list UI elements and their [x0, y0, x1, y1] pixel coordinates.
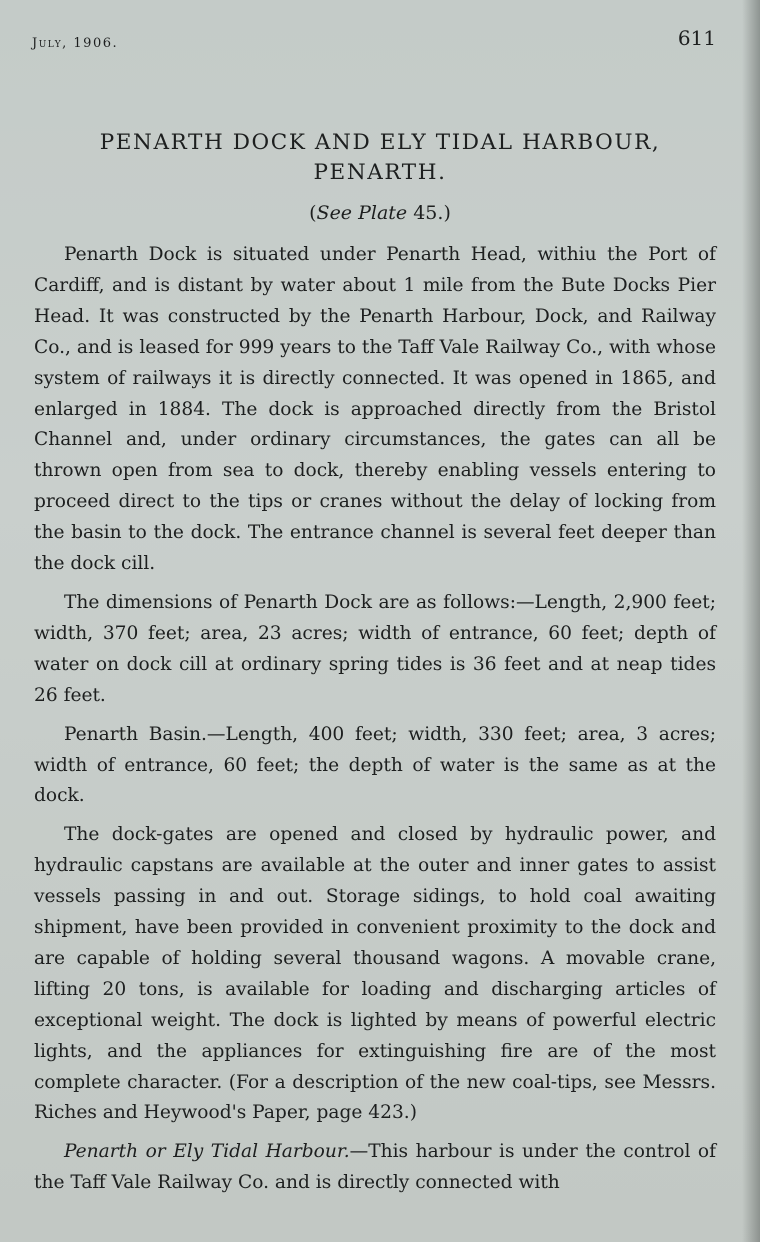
plate-reference: (See Plate 45.): [309, 202, 451, 224]
running-head: [32, 26, 716, 56]
paragraph-dock-gates: The dock-gates are opened and closed by hydraulic power, and hydraulic capstans are available at the outer and inner gates to assist vessels passing in and out. Storage sidings, to hold coal awaiting shipment, have been provided in convenient proximity to the dock and are capable of holding several thousand wagons. A movable crane, lifting 20 tons, is available for loading and discharging articles of exceptional weight. The dock is lighted by means of powerful electric lights, and the appliances for extinguishing fire are of the most complete character. (For a description of the new coal-tips, see Messrs. Riches and Heywood's Paper, page 423.): [34, 824, 716, 1124]
plate-reference-label: See Plate: [316, 202, 408, 224]
page-number: 611: [677, 26, 716, 50]
tidal-harbour-text: —This harbour is under the control of the Taff Vale Railway Co. and is directly connected with: [34, 1141, 716, 1194]
running-head-date: July, 1906.: [32, 36, 119, 51]
paragraph-tidal-harbour: [34, 1137, 716, 1199]
title-line-1: PENARTH DOCK AND ELY TIDAL HARBOUR,: [99, 130, 661, 155]
title-line-2: PENARTH.: [313, 160, 447, 185]
paragraph-dimensions: The dimensions of Penarth Dock are as follows:—Length, 2,900 feet; width, 370 feet; area, 23 acres; width of entrance, 60 feet; depth of water on dock cill at ordinary spring tides is 36 feet and at neap tides 26 feet.: [34, 591, 716, 706]
paragraph-penarth-basin: Penarth Basin.—Length, 400 feet; width, 330 feet; area, 3 acres; width of entrance, 60 feet; the depth of water is the same as at the dock.: [34, 723, 716, 807]
tidal-harbour-heading: Penarth or Ely Tidal Harbour.: [64, 1141, 350, 1163]
paragraph-penarth-dock: Penarth Dock is situated under Penarth Head, withiu the Port of Cardiff, and is distant by water about 1 mile from the Bute Docks Pier Head. It was constructed by the Penarth Harbour, Dock, and Railway Co., and is leased for 999 years to the Taff Vale Railway Co., with whose system of railways it is directly connected. It was opened in 1865, and enlarged in 1884. The dock is approached directly from the Bristol Channel and, under ordinary circumstances, the gates can all be thrown open from sea to dock, thereby enabling vessels entering to proceed direct to the tips or cranes without the delay of locking from the basin to the dock. The entrance channel is several feet deeper than the dock cill.: [34, 244, 716, 575]
article-body: [34, 240, 716, 1207]
article-title: [40, 128, 720, 188]
plate-reference-number: 45.: [413, 202, 444, 224]
